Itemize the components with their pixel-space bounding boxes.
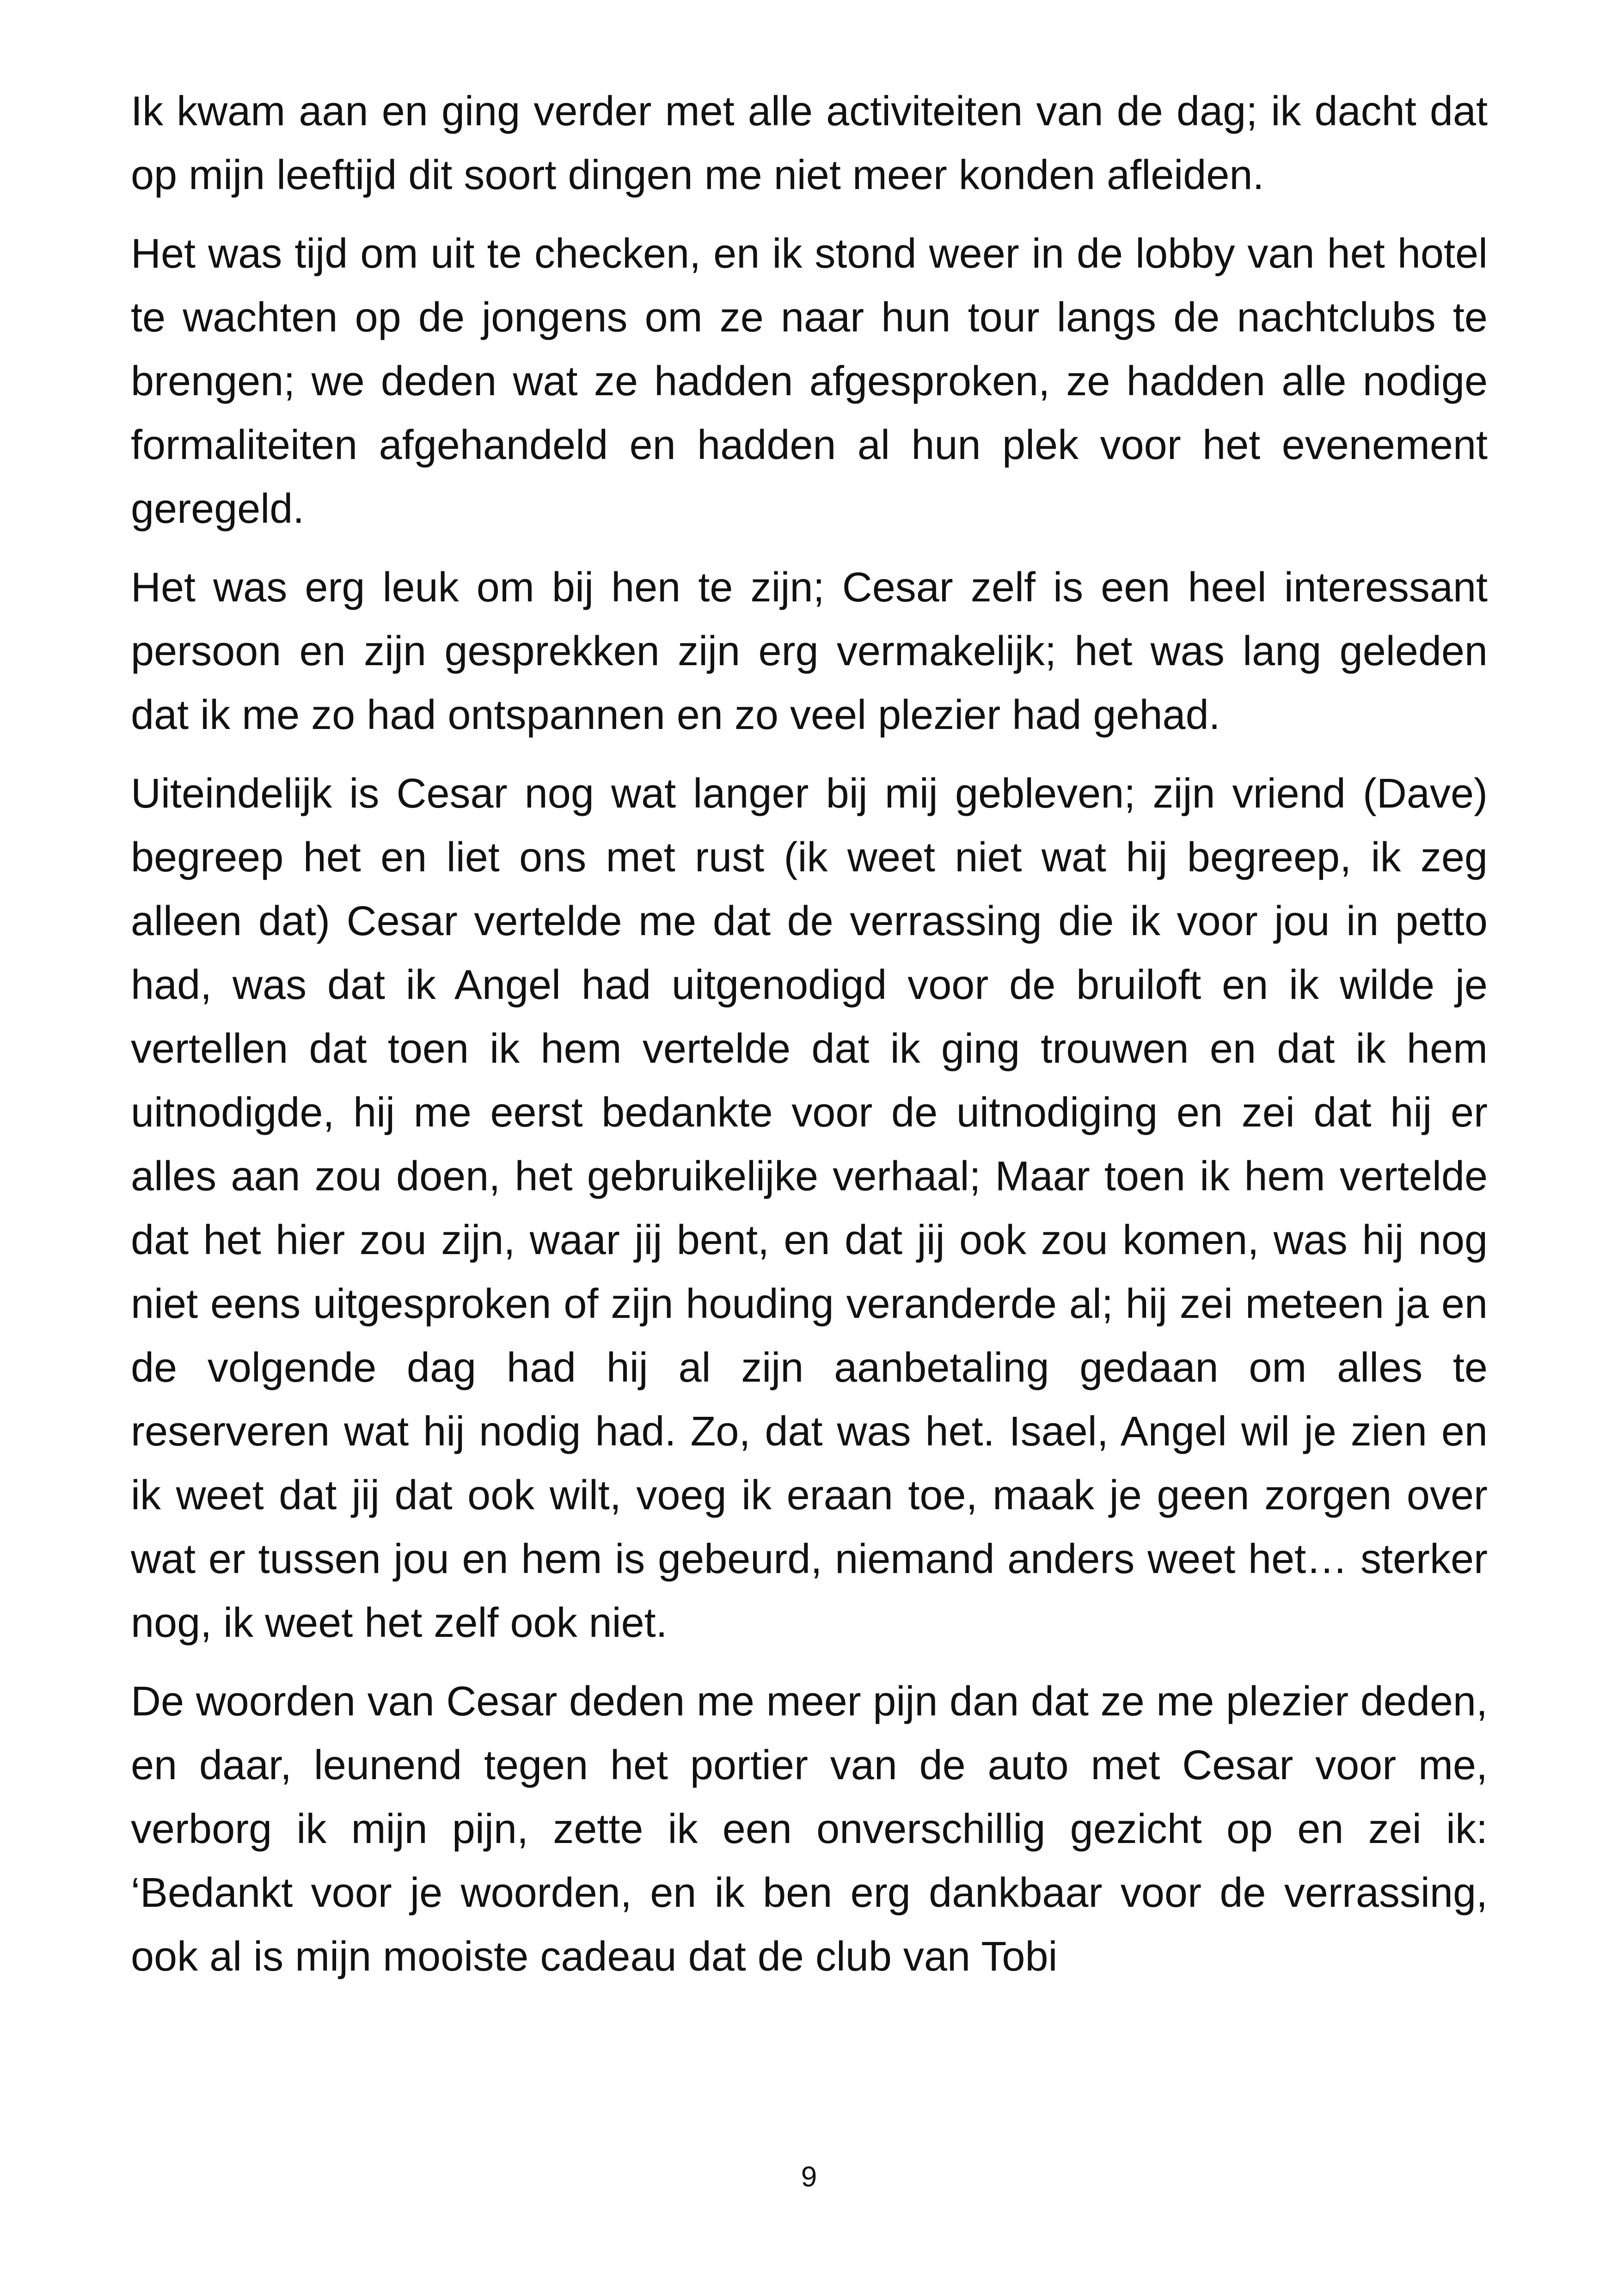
paragraph-4: Uiteindelijk is Cesar nog wat langer bij mij gebleven; zijn vriend (Dave) begreep het en liet ons met rust (ik weet niet wat hij begreep, ik zeg alleen dat) Cesar vertelde me dat de verrassing die ik voor jou in petto had, was dat ik Angel had uitgenodigd voor de bruiloft en ik wilde je vertellen dat toen ik hem vertelde dat ik ging trouwen en dat ik hem uitnodigde, hij me eerst bedankte voor de uitnodiging en zei dat hij er alles aan zou doen, het gebruikelijke verhaal; Maar toen ik hem vertelde dat het hier zou zijn, waar jij bent, en dat jij ook zou komen, was hij nog niet eens uitgesproken of zijn houding veranderde al; hij zei meteen ja en de volgende dag had hij al zijn aanbetaling gedaan om alles te reserveren wat hij nodig had. Zo, dat was het. Isael, Angel wil je zien en ik weet dat jij dat ook wilt, voeg ik eraan toe, maak je geen zorgen over wat er tussen jou en hem is gebeurd, niemand anders weet het… sterker nog, ik weet het zelf ook niet. [131,771,1488,1646]
paragraph-2: Het was tijd om uit te checken, en ik stond weer in de lobby van het hotel te wachten op de jongens om ze naar hun tour langs de nachtclubs te brengen; we deden wat ze hadden afgesproken, ze hadden alle nodige formaliteiten afgehandeld en hadden al hun plek voor het evenement geregeld. [131,231,1488,532]
body-text [131,80,1488,2003]
page-number: 9 [801,2161,817,2193]
paragraph-1: Ik kwam aan en ging verder met alle activiteiten van de dag; ik dacht dat op mijn leeftijd dit soort dingen me niet meer konden afleiden. [131,88,1488,198]
paragraph-3: Het was erg leuk om bij hen te zijn; Cesar zelf is een heel interessant persoon en zijn gesprekken zijn erg vermakelijk; het was lang geleden dat ik me zo had ontspannen en zo veel plezier had gehad. [131,564,1488,738]
paragraph-5: De woorden van Cesar deden me meer pijn dan dat ze me plezier deden, en daar, leunend tegen het portier van de auto met Cesar voor me, verborg ik mijn pijn, zette ik een onverschillig gezicht op en zei ik: ‘Bedankt voor je woorden, en ik ben erg dankbaar voor de verrassing, ook al is mijn mooiste cadeau dat de club van Tobi [131,1678,1488,1980]
